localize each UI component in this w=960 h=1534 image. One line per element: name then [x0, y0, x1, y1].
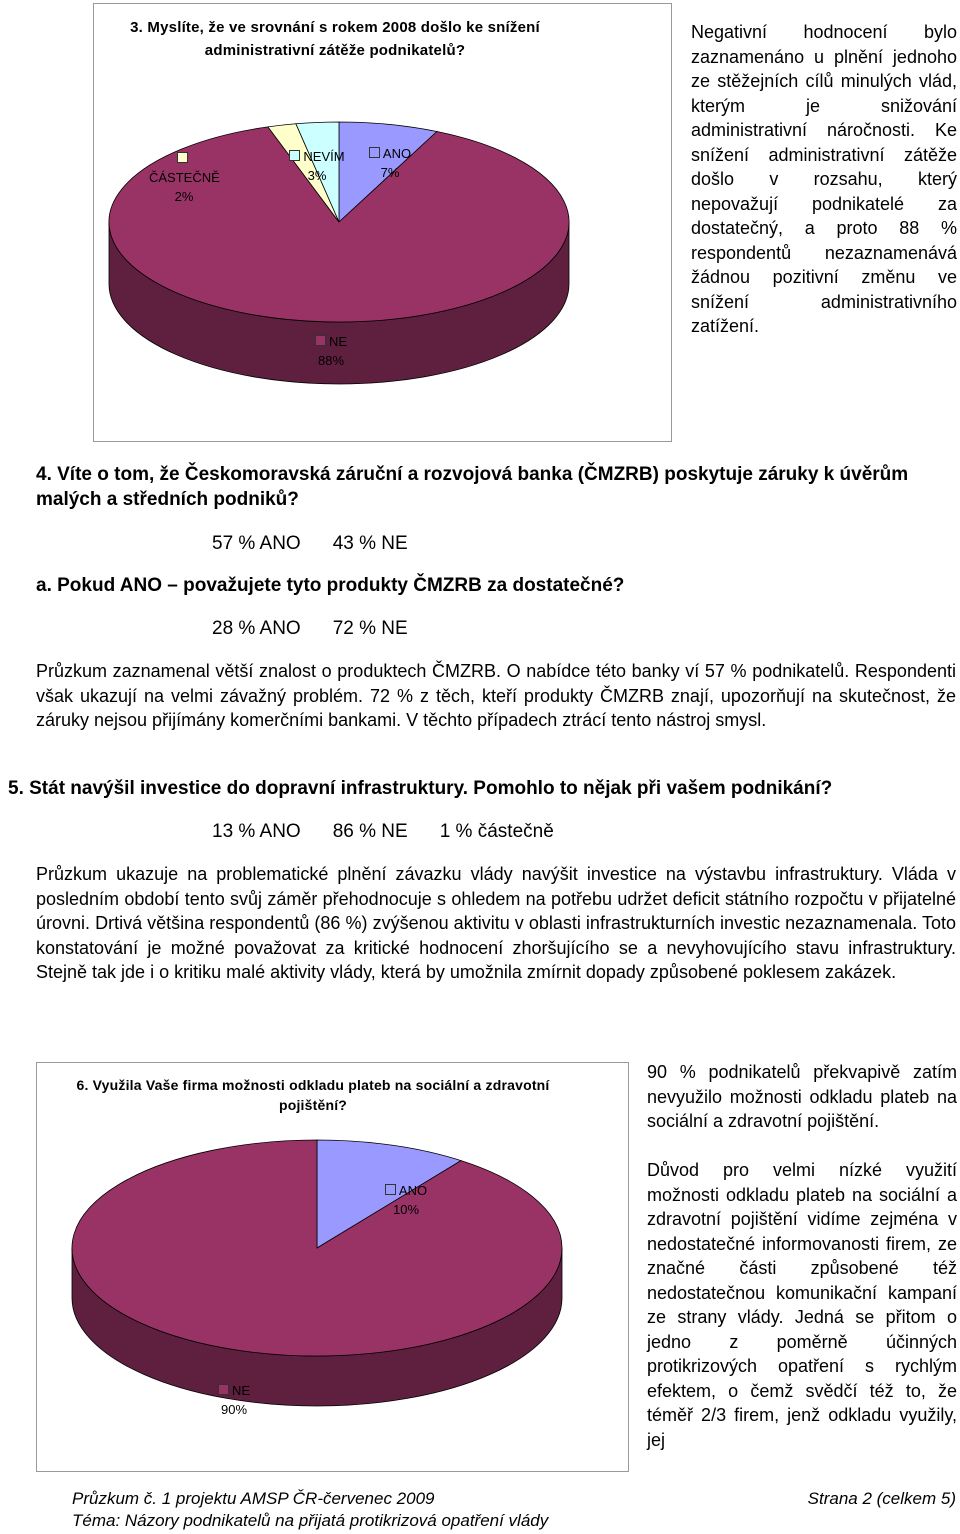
section6-text-1: 90 % podnikatelů překvapivě zatím nevyužilo možnosti odkladu plateb na sociální a zdravotní pojištění.: [647, 1062, 957, 1131]
section3-text: Negativní hodnocení bylo zaznamenáno u plnění jednoho ze stěžejních cílů minulých vlád, kterým je snižování administrativní náročnosti. Ke snížení administrativní zátěže došlo v rozsahu, který nepovažují podnikatelé za dostatečný, a proto 88 % respondentů nezaznamenává žádnou pozitivní změnu ve snížení administrativního zatížení.: [691, 22, 957, 336]
legend-label-ano-q3: ANO: [382, 146, 412, 161]
footer-topic: Téma: Názory podnikatelů na přijatá protikrizová opatření vlády: [72, 1511, 549, 1530]
legend-label-castecne: ČÁSTEČNĚ: [149, 170, 220, 185]
legend-nevim: [282, 147, 352, 185]
answers-5: [212, 821, 586, 843]
legend-ne-q6: [199, 1381, 269, 1419]
value-label-ano-q6: 10%: [392, 1202, 420, 1217]
legend-label-ne-q6: NE: [231, 1383, 251, 1398]
answer-4a-no: 72 % NE: [332, 618, 408, 639]
answer-5-yes: 13 % ANO: [212, 821, 301, 842]
legend-swatch-ano-q6: [385, 1184, 396, 1195]
answer-4-no: 43 % NE: [332, 533, 408, 554]
legend-swatch-ano-q3: [369, 147, 380, 158]
question-4a: a. Pokud ANO – považujete tyto produkty ČMZRB za dostatečné?: [36, 575, 625, 596]
legend-label-ano-q6: ANO: [398, 1183, 428, 1198]
pie-chart-q6: [37, 1063, 628, 1471]
answer-4a-yes: 28 % ANO: [212, 618, 301, 639]
pie-chart-q3: [94, 4, 671, 441]
value-label-castecne: 2%: [174, 189, 194, 204]
section5-text: Průzkum ukazuje na problematické plnění závazku vlády navýšit investice na výstavbu infrastruktury. Vláda v posledním období tento svůj záměr přehodnocuje s ohledem na potřebu udržet deficit státního rozpočtu v přijatelné úrovni. Drtivá většina respondentů (86 %) zvýšenou aktivitu v oblasti infrastrukturních investic nezaznamenala. Toto konstatování je možné považovat za kritické hodnocení zhoršujícího se a nevyhovujícího stavu infrastruktury. Stejně tak jde i o kritiku malé aktivity vlády, která by umožnila zmírnit dopady způsobené poklesem zakázek.: [36, 864, 956, 982]
answer-4-yes: 57 % ANO: [212, 533, 301, 554]
section6-text-2: Důvod pro velmi nízké využití možnosti odkladu plateb na sociální a zdravotní pojištění vidíme zejména v nedostatečné informovanosti firem, ze značné části způsobené též nedostatečnou komunikační kampaní ze strany vlády. Jedná se přitom o jedno z poměrně účinných protikrizových opatření s rychlým efektem, o čemž svědčí též to, že téměř 2/3 firem, jenž odkladu využily, jej: [647, 1160, 957, 1450]
legend-castecne: [149, 149, 219, 206]
pie-q6-slice-ne: [72, 1140, 562, 1356]
value-label-ne-q6: 90%: [220, 1402, 248, 1417]
answers-4: [212, 533, 440, 555]
legend-swatch-castecne: [177, 152, 188, 163]
legend-swatch-ne-q3: [315, 335, 326, 346]
legend-ne-q3: [296, 332, 366, 370]
value-label-ano-q3: 7%: [380, 165, 400, 180]
legend-swatch-ne-q6: [218, 1384, 229, 1395]
answer-5-partly: 1 % částečně: [439, 821, 554, 842]
chart-box-q6: [36, 1062, 629, 1472]
footer-page-number: Strana 2 (celkem 5): [807, 1489, 956, 1508]
legend-ano-q3: [355, 144, 425, 182]
legend-label-nevim: NEVÍM: [303, 149, 345, 164]
legend-label-ne-q3: NE: [328, 334, 348, 349]
chart-title-q6: 6. Využila Vaše firma možnosti odkladu plateb na sociální a zdravotní pojištění?: [76, 1077, 550, 1113]
value-label-ne-q3: 88%: [317, 353, 345, 368]
value-label-nevim: 3%: [307, 168, 327, 183]
footer-survey: Průzkum č. 1 projektu AMSP ČR-červenec 2009: [72, 1489, 435, 1508]
section4-text: Průzkum zaznamenal větší znalost o produktech ČMZRB. O nabídce této banky ví 57 % podnikatelů. Respondenti však ukazují na velmi závažný problém. 72 % z těch, kteří produkty ČMZRB znají, upozorňují na skutečnost, že záruky nejsou přijímány komerčními bankami. V těchto případech ztrácí tento nástroj smysl.: [36, 661, 956, 730]
legend-swatch-nevim: [289, 150, 300, 161]
chart-box-q3: [93, 3, 672, 442]
answers-4a: [212, 618, 440, 640]
question-5: 5. Stát navýšil investice do dopravní infrastruktury. Pomohlo to nějak při vašem podnikání?: [8, 778, 833, 799]
question-4: 4. Víte o tom, že Českomoravská záruční a rozvojová banka (ČMZRB) poskytuje záruky k úvěrům malých a středních podniků?: [36, 464, 909, 510]
answer-5-no: 86 % NE: [332, 821, 408, 842]
legend-ano-q6: [371, 1181, 441, 1219]
chart-title-q3: 3. Myslíte, že ve srovnání s rokem 2008 došlo ke snížení administrativní zátěže podnikatelů?: [130, 19, 540, 59]
